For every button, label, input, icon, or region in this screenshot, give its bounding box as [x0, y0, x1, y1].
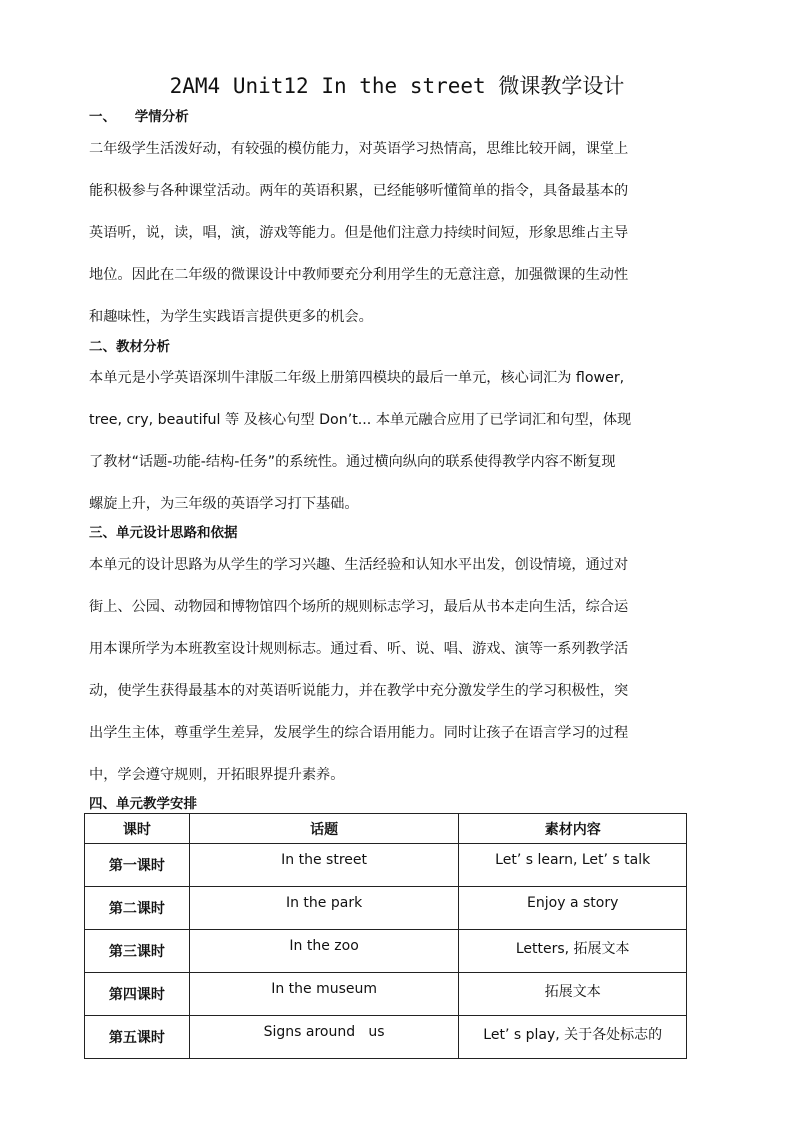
- topic-cell: [189, 930, 459, 973]
- material-cell: [459, 973, 687, 1016]
- schedule-table: [84, 813, 687, 1059]
- section-heading-2: 二、教材分析: [89, 339, 170, 355]
- topic-cell: [189, 844, 459, 887]
- material-text: 拓展文本: [544, 984, 601, 1000]
- paragraph-line: 英语听，说，读，唱，演，游戏等能力。但是他们注意力持续时间短，形象思维占主导: [89, 225, 629, 241]
- topic-text: Signs around us: [263, 1024, 385, 1040]
- topic-cell: [189, 1016, 459, 1059]
- paragraph-line: 动，使学生获得最基本的对英语听说能力，并在教学中充分激发学生的学习积极性，突: [89, 683, 629, 699]
- paragraph-line: 和趣味性，为学生实践语言提供更多的机会。: [89, 309, 373, 325]
- topic-text: In the museum: [271, 981, 377, 997]
- paragraph-line: 本单元是小学英语深圳牛津版二年级上册第四模块的最后一单元，核心词汇为 flower,: [89, 370, 625, 386]
- material-cell: [459, 844, 687, 887]
- paragraph-line: 螺旋上升，为三年级的英语学习打下基础。: [89, 496, 359, 512]
- table-row: [85, 844, 687, 887]
- material-cell: [459, 1016, 687, 1059]
- header-period: 课时: [85, 814, 190, 844]
- material-cell: [459, 930, 687, 973]
- section-heading-1: 一、 学情分析: [89, 109, 189, 125]
- topic-text: In the street: [281, 852, 367, 868]
- table-row: [85, 887, 687, 930]
- period-cell: 第五课时: [85, 1016, 190, 1059]
- period-cell: 第四课时: [85, 973, 190, 1016]
- paragraph-line: 街上、公园、动物园和博物馆四个场所的规则标志学习，最后从书本走向生活，综合运: [89, 599, 629, 615]
- paragraph-line: 出学生主体，尊重学生差异，发展学生的综合语用能力。同时让孩子在语言学习的过程: [89, 725, 629, 741]
- topic-cell: [189, 887, 459, 930]
- period-cell: 第三课时: [85, 930, 190, 973]
- topic-text: In the park: [285, 895, 363, 911]
- section-heading-3: 三、单元设计思路和依据: [89, 525, 238, 541]
- paragraph-line: 中，学会遵守规则，开拓眼界提升素养。: [89, 767, 345, 783]
- paragraph-line: 地位。因此在二年级的微课设计中教师要充分利用学生的无意注意，加强微课的生动性: [89, 267, 629, 283]
- paragraph-line: tree, cry, beautiful 等 及核心句型 Don’t... 本单元融合应用了已学词汇和句型，体现: [89, 412, 632, 428]
- paragraph-line: 二年级学生活泼好动，有较强的模仿能力，对英语学习热情高，思维比较开阔，课堂上: [89, 141, 629, 157]
- material-text: Letters, 拓展文本: [515, 941, 630, 957]
- section-heading-4: 四、单元教学安排: [89, 796, 197, 812]
- topic-cell: [189, 973, 459, 1016]
- paragraph-line: 了教材“话题-功能-结构-任务”的系统性。通过横向纵向的联系使得教学内容不断复现: [89, 454, 616, 470]
- material-text: Let’ s learn, Let’ s talk: [495, 852, 651, 868]
- material-text: Enjoy a story: [527, 895, 619, 911]
- table-row: [85, 1016, 687, 1059]
- paragraph-line: 能积极参与各种课堂活动。两年的英语积累，已经能够听懂简单的指令，具备最基本的: [89, 183, 629, 199]
- table-row: [85, 973, 687, 1016]
- document-title: 2AM4 Unit12 In the street 微课教学设计: [169, 74, 625, 98]
- material-cell: [459, 887, 687, 930]
- paragraph-line: 本单元的设计思路为从学生的学习兴趣、生活经验和认知水平出发，创设情境，通过对: [89, 557, 629, 573]
- topic-text: In the zoo: [289, 938, 359, 954]
- table-header-row: [85, 814, 687, 844]
- paragraph-line: 用本课所学为本班教室设计规则标志。通过看、听、说、唱、游戏、演等一系列教学活: [89, 641, 629, 657]
- material-text: Let’ s play, 关于各处标志的: [483, 1027, 663, 1043]
- period-cell: 第一课时: [85, 844, 190, 887]
- header-topic: 话题: [189, 814, 459, 844]
- header-material: 素材内容: [459, 814, 687, 844]
- period-cell: 第二课时: [85, 887, 190, 930]
- table-row: [85, 930, 687, 973]
